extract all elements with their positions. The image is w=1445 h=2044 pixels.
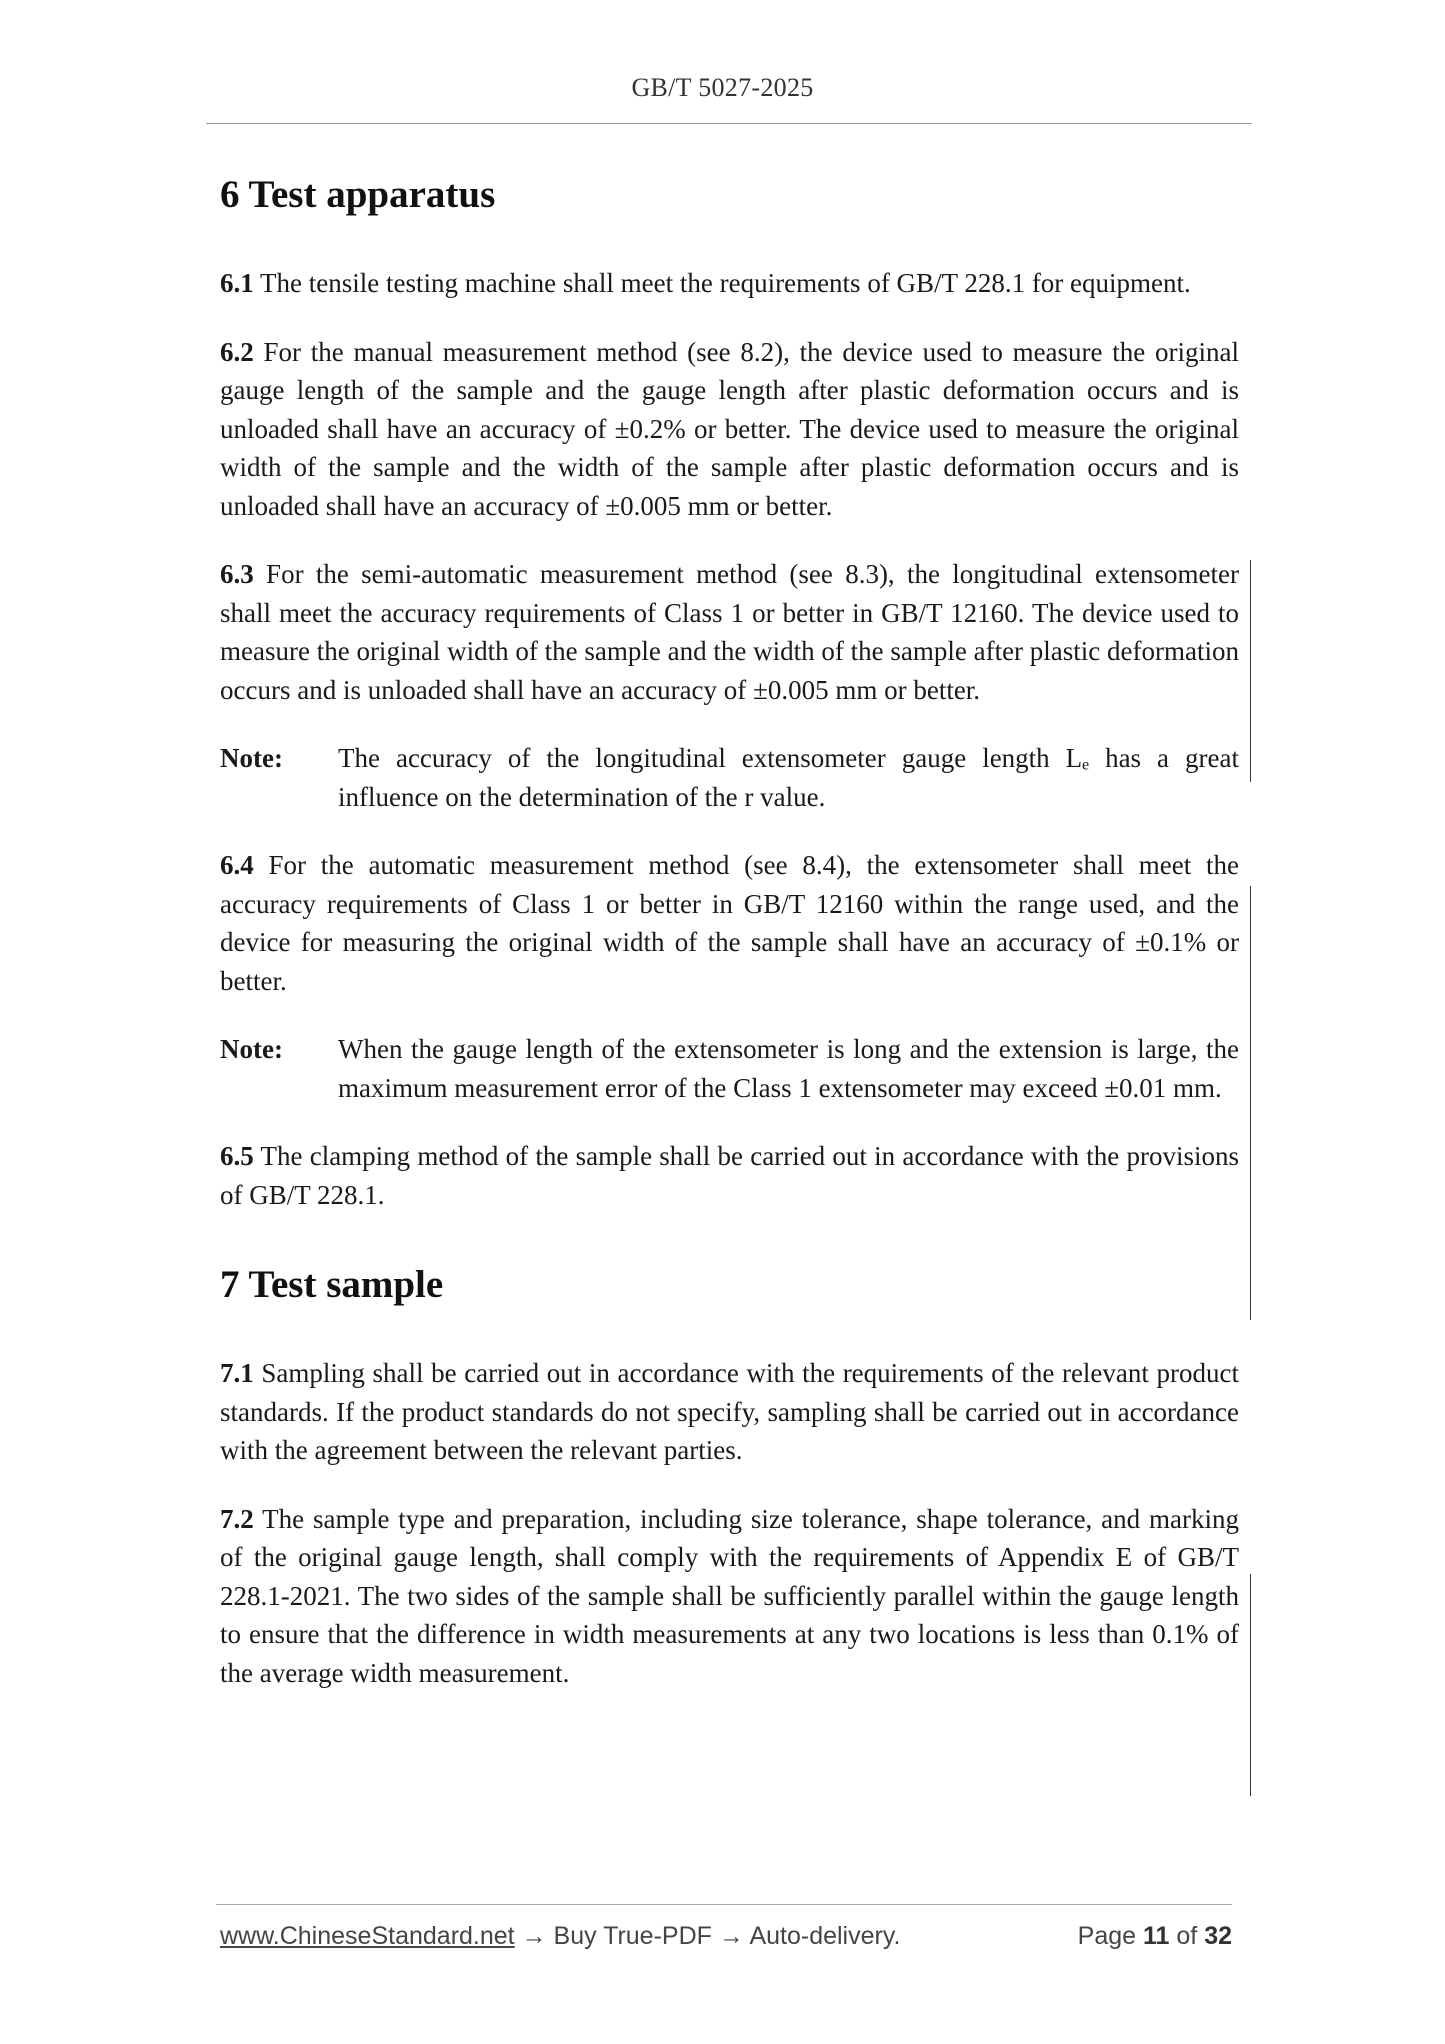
footer-divider (216, 1904, 1232, 1905)
of-label: of (1176, 1922, 1198, 1950)
note-label: Note: (220, 1034, 283, 1064)
clause-7-2 (220, 1500, 1239, 1693)
clause-7-1 (220, 1354, 1239, 1470)
clause-6-1 (220, 264, 1239, 303)
change-bar (1250, 1574, 1251, 1796)
clause-text: The sample type and preparation, including size tolerance, shape tolerance, and marking of the original gauge length, shall comply with the requirements of Appendix E of GB/T 228.1-2021. The two sides of the sample shall be sufficiently parallel within the gauge length to ensure that the difference in width measurements at any two locations is less than 0.1% of the average width measurement. (220, 1503, 1239, 1688)
clause-text: The tensile testing machine shall meet the requirements of GB/T 228.1 for equipment. (253, 268, 1191, 298)
note-6-3 (220, 739, 1239, 816)
clause-number: 6.3 (220, 559, 254, 589)
note-6-4 (220, 1030, 1239, 1107)
document-header: GB/T 5027-2025 (631, 73, 814, 102)
page-label: Page (1077, 1922, 1137, 1950)
clause-text: Sampling shall be carried out in accordance with the requirements of the relevant product standards. If the product standards do not specify, sampling shall be carried out in accordance with the agreement between the relevant parties. (220, 1358, 1239, 1465)
section-7-heading: 7 Test sample (220, 1263, 444, 1306)
clause-6-3 (220, 555, 1239, 709)
delivery-text: Auto-delivery. (749, 1922, 901, 1950)
buy-text: Buy True-PDF (553, 1922, 712, 1950)
note-text: The accuracy of the longitudinal extensometer gauge length Lₑ has a great influence on the determination of the r value. (338, 743, 1239, 812)
clause-number: 6.5 (220, 1141, 254, 1171)
clause-number: 7.1 (220, 1358, 254, 1388)
change-bar (1250, 886, 1251, 1320)
clause-number: 6.4 (220, 850, 254, 880)
note-text: When the gauge length of the extensometer is long and the extension is large, the maximum measurement error of the Class 1 extensometer may exceed ±0.01 mm. (338, 1034, 1239, 1103)
clause-text: For the semi-automatic measurement method (see 8.3), the longitudinal extensometer shall meet the accuracy requirements of Class 1 or better in GB/T 12160. The device used to measure the original width of the sample and the width of the sample after plastic deformation occurs and is unloaded shall have an accuracy of ±0.005 mm or better. (220, 559, 1239, 705)
clause-text: For the manual measurement method (see 8.2), the device used to measure the original gauge length of the sample and the gauge length after plastic deformation occurs and is unloaded shall have an accuracy of ±0.2% or better. The device used to measure the original width of the sample and the width of the sample after plastic deformation occurs and is unloaded shall have an accuracy of ±0.005 mm or better. (220, 336, 1239, 521)
page-content (220, 164, 1239, 1722)
page-current: 11 (1142, 1922, 1170, 1950)
clause-number: 7.2 (220, 1503, 254, 1534)
clause-number: 6.2 (220, 336, 254, 367)
clause-6-4 (220, 846, 1239, 1000)
clause-6-5 (220, 1137, 1239, 1214)
section-6-heading: 6 Test apparatus (220, 173, 496, 216)
header-divider (206, 123, 1252, 124)
clause-6-2 (220, 333, 1239, 526)
page-total: 32 (1204, 1922, 1232, 1950)
footer-promo (220, 1922, 900, 1951)
change-bar (1250, 560, 1251, 782)
page-number (1078, 1922, 1232, 1951)
page-footer (220, 1922, 1232, 1962)
arrow-right-icon: → (521, 1922, 547, 1950)
website-link[interactable]: www.ChineseStandard.net (220, 1922, 515, 1950)
clause-text: The clamping method of the sample shall be carried out in accordance with the provisions of GB/T 228.1. (220, 1141, 1239, 1210)
clause-text: For the automatic measurement method (see 8.4), the extensometer shall meet the accuracy requirements of Class 1 or better in GB/T 12160 within the range used, and the device for measuring the original width of the sample shall have an accuracy of ±0.1% or better. (220, 850, 1239, 996)
clause-number: 6.1 (220, 268, 254, 298)
note-label: Note: (220, 743, 283, 773)
arrow-right-icon: → (718, 1922, 744, 1950)
